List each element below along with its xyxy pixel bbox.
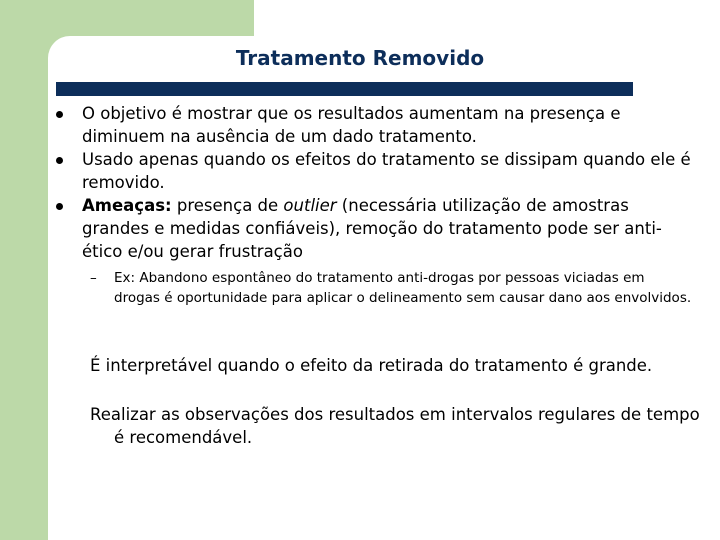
slide-title: Tratamento Removido [235, 46, 485, 70]
bullet-dot-icon [56, 111, 63, 118]
dash-marker: – [90, 270, 97, 286]
paragraph-interpretable: É interpretável quando o efeito da retirada do tratamento é grande. [90, 356, 653, 375]
paragraph-observations: Realizar as observações dos resultados em intervalos regulares de tempo é recomendável. [90, 405, 700, 447]
slide-content [56, 102, 696, 308]
top-decor-block [48, 0, 254, 36]
sub-bullet-text: Ex: Abandono espontâneo do tratamento anti-drogas por pessoas viciadas em drogas é oportunidade para aplicar o delineamento sem causar dano aos envolvidos. [114, 270, 692, 306]
bullet-dot-icon [56, 203, 63, 210]
title-underline-bar [56, 82, 633, 96]
threats-text-a: presença de [171, 196, 284, 215]
bullet-dot-icon [56, 157, 63, 164]
bullet-item [56, 148, 696, 194]
outlier-term: outlier [283, 196, 337, 215]
sub-bullet-item [56, 268, 694, 308]
threats-label: Ameaças: [82, 196, 172, 215]
bullet-item [56, 102, 696, 148]
bullet-text: Usado apenas quando os efeitos do tratamento se dissipam quando ele é removido. [82, 150, 691, 192]
threats-text-b: (necessária utilização de amostras grandes e medidas confiáveis), remoção do tratamento pode ser anti-ético e/ou gerar frustração [82, 196, 662, 261]
bullet-text: O objetivo é mostrar que os resultados aumentam na presença e diminuem na ausência de um dado tratamento. [82, 104, 621, 146]
bullet-item-threats [56, 194, 696, 263]
left-decor-strip [0, 0, 48, 540]
